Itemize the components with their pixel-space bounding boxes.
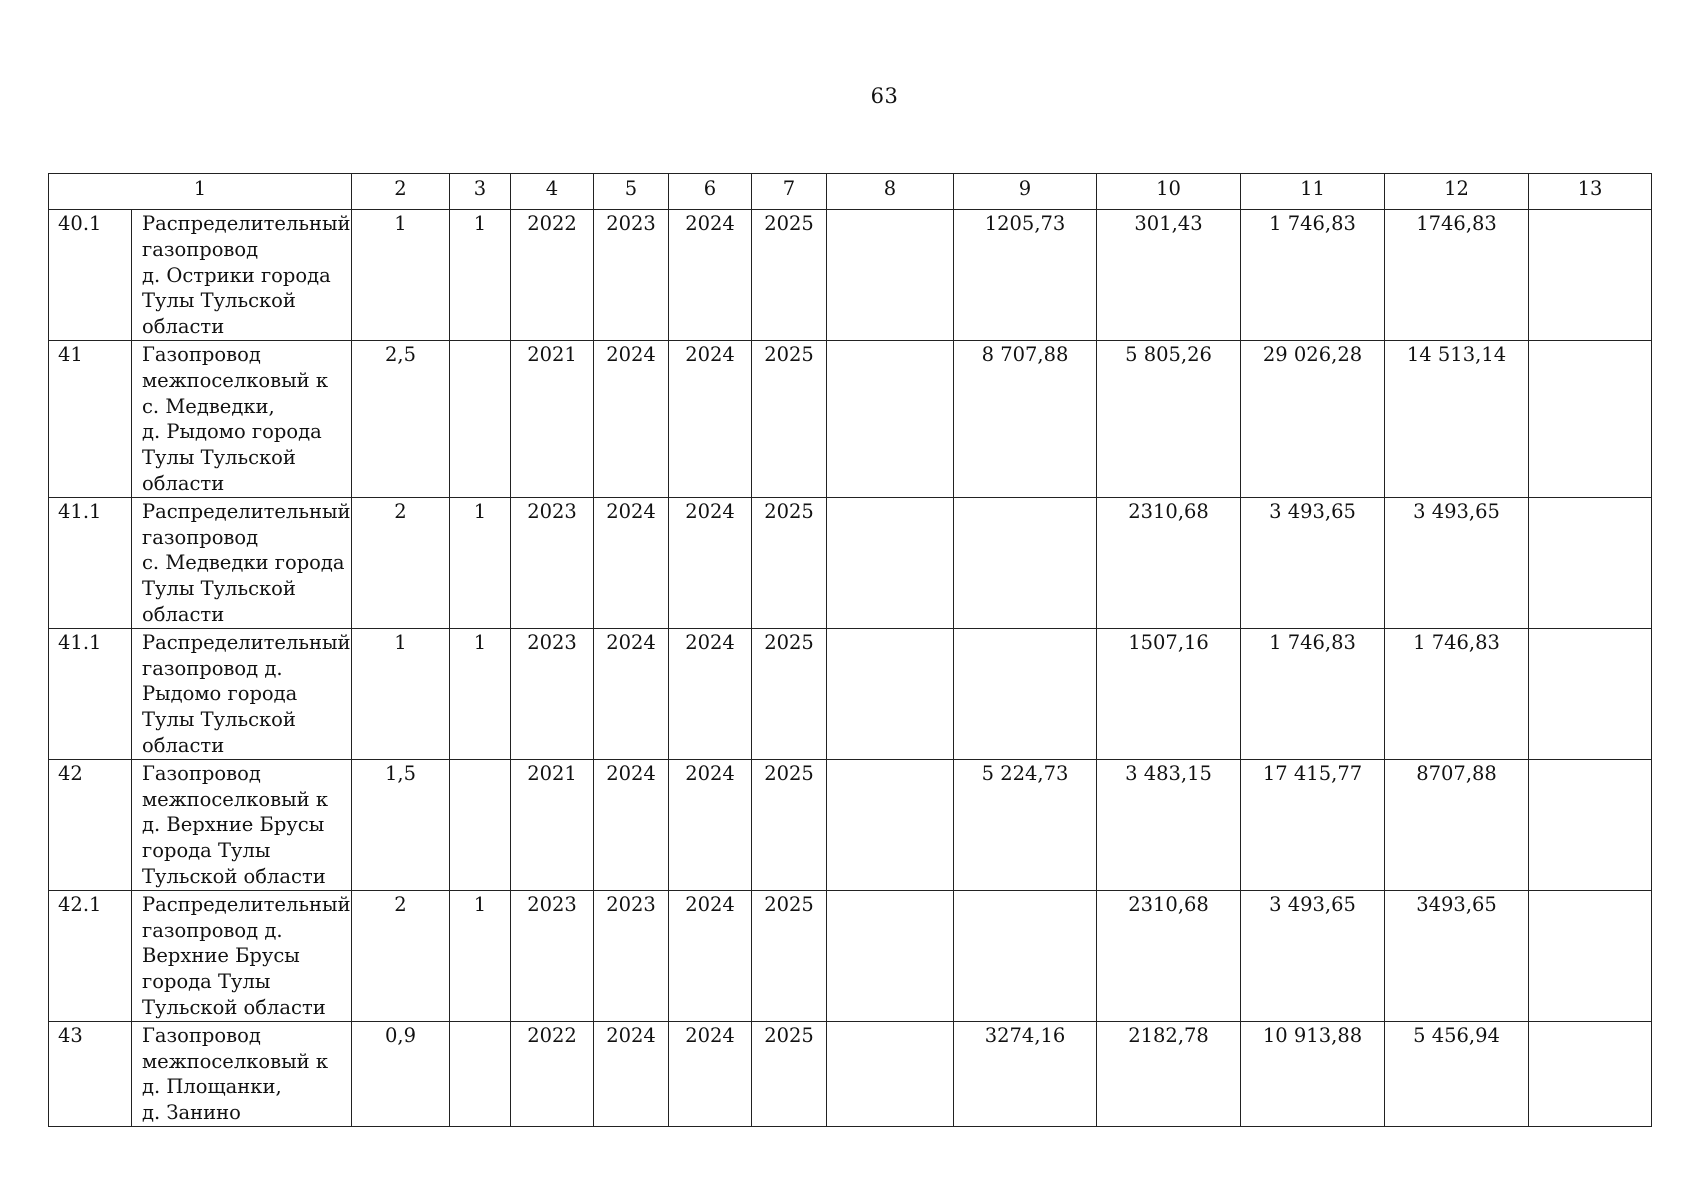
column-header: 9	[954, 174, 1097, 210]
object-name-line: с. Медведки,	[142, 394, 275, 418]
object-name-line: межпоселковый к	[142, 368, 329, 392]
object-name	[132, 759, 352, 890]
object-name-line: газопровод	[142, 525, 259, 549]
object-name	[132, 497, 352, 628]
table-cell: 1 746,83	[1241, 628, 1385, 759]
object-name	[132, 340, 352, 497]
table-cell: 2021	[511, 340, 594, 497]
column-header: 3	[450, 174, 511, 210]
table-cell: 2024	[669, 497, 752, 628]
table-cell: 2022	[511, 210, 594, 341]
row-number: 42.1	[49, 890, 132, 1021]
table-cell	[954, 890, 1097, 1021]
table-cell	[450, 1021, 511, 1126]
object-name-line: Тулы Тульской	[142, 446, 296, 470]
table-cell	[1529, 497, 1652, 628]
object-name	[132, 1021, 352, 1126]
table-cell: 2025	[752, 210, 827, 341]
table-cell	[1529, 340, 1652, 497]
table-cell: 1746,83	[1385, 210, 1529, 341]
table-cell: 2025	[752, 1021, 827, 1126]
table-cell	[827, 497, 954, 628]
object-name-line: области	[142, 733, 225, 757]
table-cell: 2	[352, 890, 450, 1021]
object-name-line: Тульской области	[142, 995, 326, 1019]
object-name-line: города Тулы	[142, 839, 271, 863]
table-row	[49, 890, 1652, 1021]
column-header: 4	[511, 174, 594, 210]
table-cell: 0,9	[352, 1021, 450, 1126]
object-name-line: д. Острики города	[142, 263, 331, 287]
table-cell: 2024	[669, 340, 752, 497]
table-cell: 2025	[752, 890, 827, 1021]
table-cell: 2310,68	[1097, 497, 1241, 628]
table-cell	[1529, 1021, 1652, 1126]
table-cell	[827, 759, 954, 890]
column-header: 1	[49, 174, 352, 210]
table-cell: 3 493,65	[1385, 497, 1529, 628]
object-name-line: Тульской области	[142, 864, 326, 888]
table-row	[49, 340, 1652, 497]
object-name-line: Рыдомо города	[142, 682, 298, 706]
object-name-line: газопровод	[142, 237, 259, 261]
object-name-line: области	[142, 471, 225, 495]
object-name-line: Распределительный	[142, 892, 351, 916]
table-cell: 29 026,28	[1241, 340, 1385, 497]
table-cell: 2023	[511, 497, 594, 628]
table-cell: 2023	[594, 210, 669, 341]
object-name-line: газопровод д.	[142, 656, 283, 680]
table-cell: 10 913,88	[1241, 1021, 1385, 1126]
row-number: 43	[49, 1021, 132, 1126]
table-cell: 2024	[594, 628, 669, 759]
table-cell: 1	[352, 628, 450, 759]
data-table	[48, 173, 1652, 1127]
table-row	[49, 759, 1652, 890]
table-cell: 2024	[594, 340, 669, 497]
table-cell: 301,43	[1097, 210, 1241, 341]
table-cell: 5 224,73	[954, 759, 1097, 890]
table-cell: 3493,65	[1385, 890, 1529, 1021]
object-name-line: Распределительный	[142, 630, 351, 654]
table-row	[49, 497, 1652, 628]
table-cell	[450, 759, 511, 890]
table-cell: 2024	[669, 628, 752, 759]
object-name-line: Тулы Тульской	[142, 289, 296, 313]
table-cell: 2024	[669, 890, 752, 1021]
object-name	[132, 628, 352, 759]
column-header: 7	[752, 174, 827, 210]
table-cell: 2025	[752, 340, 827, 497]
row-number: 41.1	[49, 497, 132, 628]
table-cell	[1529, 628, 1652, 759]
table-cell: 8707,88	[1385, 759, 1529, 890]
object-name-line: города Тулы	[142, 970, 271, 994]
table-cell: 1	[450, 210, 511, 341]
row-number: 42	[49, 759, 132, 890]
table-cell: 1205,73	[954, 210, 1097, 341]
table-cell: 2	[352, 497, 450, 628]
table-cell: 17 415,77	[1241, 759, 1385, 890]
table-cell	[954, 628, 1097, 759]
object-name-line: д. Рыдомо города	[142, 420, 322, 444]
object-name-line: д. Занино	[142, 1101, 241, 1125]
table-cell: 14 513,14	[1385, 340, 1529, 497]
table-cell: 1 746,83	[1385, 628, 1529, 759]
table-cell: 1	[450, 497, 511, 628]
table-cell: 2024	[594, 1021, 669, 1126]
object-name-line: газопровод д.	[142, 918, 283, 942]
table-cell: 5 805,26	[1097, 340, 1241, 497]
table-cell: 1,5	[352, 759, 450, 890]
table-cell: 2023	[511, 628, 594, 759]
table-cell: 2023	[511, 890, 594, 1021]
table-cell: 2025	[752, 628, 827, 759]
table-cell: 8 707,88	[954, 340, 1097, 497]
table-cell: 2,5	[352, 340, 450, 497]
table-cell	[827, 628, 954, 759]
table-cell: 2024	[594, 497, 669, 628]
table-cell	[827, 1021, 954, 1126]
object-name-line: Распределительный	[142, 212, 351, 235]
table-cell	[450, 340, 511, 497]
column-header: 10	[1097, 174, 1241, 210]
table-cell	[1529, 890, 1652, 1021]
table-cell: 3 483,15	[1097, 759, 1241, 890]
table-cell: 2023	[594, 890, 669, 1021]
object-name-line: д. Площанки,	[142, 1075, 282, 1099]
object-name-line: межпоселковый к	[142, 1049, 329, 1073]
object-name-line: с. Медведки города	[142, 551, 345, 575]
page-number: 63	[870, 84, 899, 108]
object-name-line: д. Верхние Брусы	[142, 813, 325, 837]
object-name-line: межпоселковый к	[142, 787, 329, 811]
table-cell: 2024	[669, 1021, 752, 1126]
table-header-row	[49, 174, 1652, 210]
object-name-line: Тулы Тульской	[142, 577, 296, 601]
object-name	[132, 210, 352, 341]
column-header: 13	[1529, 174, 1652, 210]
object-name-line: Тулы Тульской	[142, 708, 296, 732]
table-row	[49, 628, 1652, 759]
row-number: 40.1	[49, 210, 132, 341]
table-cell	[1529, 210, 1652, 341]
object-name	[132, 890, 352, 1021]
column-header: 6	[669, 174, 752, 210]
object-name-line: Газопровод	[142, 761, 261, 785]
table-cell: 1	[352, 210, 450, 341]
table-cell	[1529, 759, 1652, 890]
column-header: 2	[352, 174, 450, 210]
table-cell: 1507,16	[1097, 628, 1241, 759]
column-header: 5	[594, 174, 669, 210]
table-cell	[827, 340, 954, 497]
table-cell: 2025	[752, 759, 827, 890]
table-cell: 1 746,83	[1241, 210, 1385, 341]
table-cell: 5 456,94	[1385, 1021, 1529, 1126]
row-number: 41	[49, 340, 132, 497]
column-header: 8	[827, 174, 954, 210]
table-cell	[954, 497, 1097, 628]
object-name-line: Газопровод	[142, 1023, 261, 1047]
table-cell: 1	[450, 628, 511, 759]
column-header: 12	[1385, 174, 1529, 210]
table-cell: 2024	[594, 759, 669, 890]
object-name-line: области	[142, 315, 225, 339]
table-cell: 3 493,65	[1241, 890, 1385, 1021]
object-name-line: Верхние Брусы	[142, 944, 300, 968]
object-name-line: Распределительный	[142, 499, 351, 523]
object-name-line: области	[142, 602, 225, 626]
table-cell: 1	[450, 890, 511, 1021]
table-cell	[827, 210, 954, 341]
row-number: 41.1	[49, 628, 132, 759]
table-cell: 3274,16	[954, 1021, 1097, 1126]
table-cell: 3 493,65	[1241, 497, 1385, 628]
table-cell: 2310,68	[1097, 890, 1241, 1021]
table-cell: 2025	[752, 497, 827, 628]
object-name-line: Газопровод	[142, 342, 261, 366]
table-cell: 2022	[511, 1021, 594, 1126]
table-cell: 2021	[511, 759, 594, 890]
table-row	[49, 210, 1652, 341]
table-cell: 2024	[669, 759, 752, 890]
table-row	[49, 1021, 1652, 1126]
table-cell: 2182,78	[1097, 1021, 1241, 1126]
column-header: 11	[1241, 174, 1385, 210]
table-cell: 2024	[669, 210, 752, 341]
table-cell	[827, 890, 954, 1021]
